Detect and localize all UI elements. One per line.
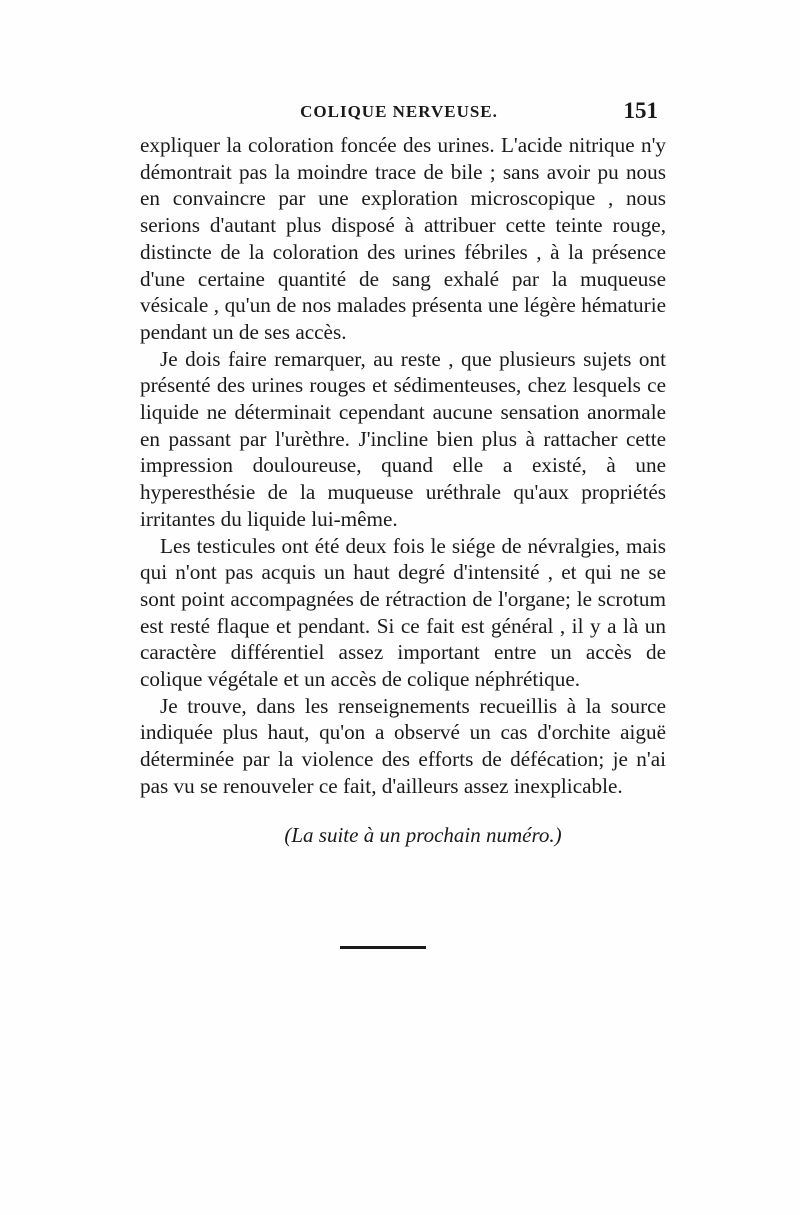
body-text	[140, 132, 666, 848]
paragraph-coloration: expliquer la coloration foncée des urines. L'acide nitrique n'y démontrait pas la moindre trace de bile ; sans avoir pu nous en convaincre par une exploration microscopique , nous serions d'autant plus disposé à attribuer cette teinte rouge, distincte de la coloration des urines fébriles , à la présence d'une certaine quantité de sang exhalé par la muqueuse vésicale , qu'un de nos malades présenta une légère hématurie pendant un de ses accès.	[140, 133, 666, 344]
page-number: 151	[623, 98, 658, 123]
continuation-note: (La suite à un prochain numéro.)	[284, 822, 562, 847]
paragraph-urines-rouges: Je dois faire remarquer, au reste , que plusieurs sujets ont présenté des urines rouges et sédimenteuses, chez lesquels ce liquide ne déterminait cependant aucune sensation anormale en passant par l'urèthre. J'incline bien plus à rattacher cette impression douloureuse, quand elle a existé, à une hyperesthésie de la muqueuse uréthrale qu'aux propriétés irritantes du liquide lui-même.	[140, 346, 666, 531]
paragraph-orchite: Je trouve, dans les renseignements recueillis à la source indiquée plus haut, qu'on a observé un cas d'orchite aiguë déterminée par la violence des efforts de défécation; je n'ai pas vu se renouveler ce fait, d'ailleurs assez inexplicable.	[140, 693, 666, 798]
paragraph-testicules: Les testicules ont été deux fois le siége de névralgies, mais qui n'ont pas acquis un haut degré d'intensité , et qui ne se sont point accompagnées de rétraction de l'organe; le scrotum est resté flaque et pendant. Si ce fait est général , il y a là un caractère différentiel assez important entre un accès de colique végétale et un accès de colique néphrétique.	[140, 533, 666, 692]
running-head	[140, 98, 658, 126]
closing-rule	[340, 946, 426, 949]
running-title: COLIQUE NERVEUSE.	[300, 102, 498, 121]
